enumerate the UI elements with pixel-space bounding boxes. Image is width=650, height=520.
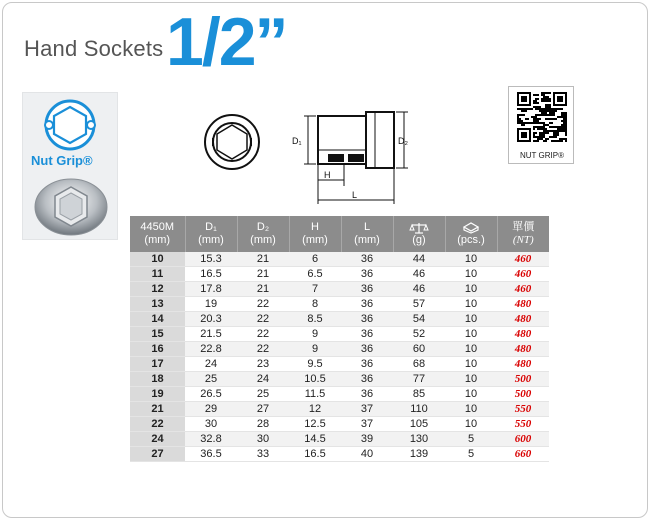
- spec-table: [130, 216, 549, 462]
- table-row: [130, 312, 549, 327]
- cell-d2: 27: [237, 402, 289, 417]
- cell-d2: 28: [237, 417, 289, 432]
- nut-grip-panel: [22, 92, 118, 240]
- cell-l: 36: [341, 267, 393, 282]
- cell-d2: 22: [237, 342, 289, 357]
- cell-h: 8: [289, 297, 341, 312]
- cell-pack: 10: [445, 342, 497, 357]
- cell-model: 19: [130, 387, 185, 402]
- scale-icon: [409, 222, 429, 234]
- cell-l: 36: [341, 357, 393, 372]
- cell-h: 8.5: [289, 312, 341, 327]
- cell-model: 24: [130, 432, 185, 447]
- cell-l: 37: [341, 402, 393, 417]
- cell-price: 460: [497, 267, 549, 282]
- cell-model: 18: [130, 372, 185, 387]
- cell-h: 12.5: [289, 417, 341, 432]
- cell-price: 660: [497, 447, 549, 462]
- cell-pack: 5: [445, 447, 497, 462]
- d1-label: D₁: [292, 136, 302, 146]
- cell-d2: 22: [237, 297, 289, 312]
- cell-weight: 105: [393, 417, 445, 432]
- cell-weight: 52: [393, 327, 445, 342]
- cell-d1: 36.5: [185, 447, 237, 462]
- cell-d1: 24: [185, 357, 237, 372]
- spec-table-body: [130, 252, 549, 462]
- cell-h: 9: [289, 327, 341, 342]
- cell-d1: 16.5: [185, 267, 237, 282]
- cell-pack: 5: [445, 432, 497, 447]
- product-title: Hand Sockets: [24, 36, 164, 61]
- cell-pack: 10: [445, 282, 497, 297]
- cell-d1: 20.3: [185, 312, 237, 327]
- cell-l: 36: [341, 282, 393, 297]
- cell-h: 6: [289, 252, 341, 267]
- spec-table-header: [130, 216, 549, 252]
- cell-d1: 17.8: [185, 282, 237, 297]
- cell-price: 480: [497, 312, 549, 327]
- cell-d1: 29: [185, 402, 237, 417]
- col-d2: D₂ (mm): [237, 216, 289, 252]
- cell-d2: 21: [237, 267, 289, 282]
- cell-l: 37: [341, 417, 393, 432]
- cell-l: 36: [341, 342, 393, 357]
- cell-h: 14.5: [289, 432, 341, 447]
- cell-d1: 30: [185, 417, 237, 432]
- cell-weight: 130: [393, 432, 445, 447]
- table-row: [130, 357, 549, 372]
- cell-pack: 10: [445, 402, 497, 417]
- table-row: [130, 432, 549, 447]
- cell-weight: 77: [393, 372, 445, 387]
- col-d1: D₁ (mm): [185, 216, 237, 252]
- cell-weight: 57: [393, 297, 445, 312]
- cell-l: 36: [341, 327, 393, 342]
- cell-l: 36: [341, 297, 393, 312]
- cell-model: 21: [130, 402, 185, 417]
- cell-pack: 10: [445, 312, 497, 327]
- cell-d1: 19: [185, 297, 237, 312]
- cell-pack: 10: [445, 252, 497, 267]
- cell-price: 550: [497, 417, 549, 432]
- cell-weight: 44: [393, 252, 445, 267]
- cell-h: 9: [289, 342, 341, 357]
- cell-d2: 21: [237, 282, 289, 297]
- cell-weight: 139: [393, 447, 445, 462]
- cell-model: 22: [130, 417, 185, 432]
- table-row: [130, 342, 549, 357]
- cell-d2: 30: [237, 432, 289, 447]
- col-model: 4450M (mm): [130, 216, 185, 252]
- cell-d1: 25: [185, 372, 237, 387]
- cell-d2: 22: [237, 327, 289, 342]
- table-row: [130, 327, 549, 342]
- nut-grip-label: Nut Grip®: [31, 153, 93, 168]
- l-label: L: [352, 190, 358, 200]
- cell-h: 12: [289, 402, 341, 417]
- drive-size-title: 1/2”: [166, 4, 287, 80]
- table-row: [130, 372, 549, 387]
- socket-photo: [33, 177, 109, 237]
- cell-d1: 22.8: [185, 342, 237, 357]
- cell-l: 36: [341, 312, 393, 327]
- cell-l: 39: [341, 432, 393, 447]
- table-row: [130, 387, 549, 402]
- cell-weight: 54: [393, 312, 445, 327]
- cell-h: 9.5: [289, 357, 341, 372]
- cell-h: 6.5: [289, 267, 341, 282]
- cell-weight: 46: [393, 282, 445, 297]
- cell-d2: 21: [237, 252, 289, 267]
- cell-pack: 10: [445, 357, 497, 372]
- cell-model: 27: [130, 447, 185, 462]
- table-row: [130, 447, 549, 462]
- cell-model: 15: [130, 327, 185, 342]
- table-row: [130, 267, 549, 282]
- cell-weight: 68: [393, 357, 445, 372]
- cell-weight: 110: [393, 402, 445, 417]
- cell-model: 12: [130, 282, 185, 297]
- cell-price: 500: [497, 372, 549, 387]
- col-l: L (mm): [341, 216, 393, 252]
- cell-d1: 15.3: [185, 252, 237, 267]
- col-weight: (g): [393, 216, 445, 252]
- hex-nut-grip-icon: [37, 99, 103, 151]
- qr-code-box[interactable]: [508, 86, 574, 164]
- cell-d2: 24: [237, 372, 289, 387]
- box-icon: [461, 222, 481, 234]
- table-row: [130, 402, 549, 417]
- cell-model: 14: [130, 312, 185, 327]
- table-row: [130, 252, 549, 267]
- cell-pack: 10: [445, 327, 497, 342]
- cell-l: 36: [341, 372, 393, 387]
- cell-model: 13: [130, 297, 185, 312]
- cell-pack: 10: [445, 417, 497, 432]
- cell-price: 480: [497, 342, 549, 357]
- col-pack: (pcs.): [445, 216, 497, 252]
- cell-pack: 10: [445, 297, 497, 312]
- cell-weight: 60: [393, 342, 445, 357]
- cell-d2: 33: [237, 447, 289, 462]
- cell-price: 480: [497, 357, 549, 372]
- cell-price: 480: [497, 327, 549, 342]
- table-row: [130, 297, 549, 312]
- cell-d1: 26.5: [185, 387, 237, 402]
- col-price: 單價 (NT): [497, 216, 549, 252]
- cell-price: 550: [497, 402, 549, 417]
- cell-l: 36: [341, 387, 393, 402]
- col-h: H (mm): [289, 216, 341, 252]
- table-row: [130, 282, 549, 297]
- cell-weight: 46: [393, 267, 445, 282]
- cell-l: 40: [341, 447, 393, 462]
- cell-weight: 85: [393, 387, 445, 402]
- cell-pack: 10: [445, 372, 497, 387]
- cell-d2: 23: [237, 357, 289, 372]
- cell-h: 10.5: [289, 372, 341, 387]
- cell-model: 16: [130, 342, 185, 357]
- table-row: [130, 417, 549, 432]
- cell-h: 7: [289, 282, 341, 297]
- d2-label: D₂: [398, 136, 408, 146]
- cell-h: 11.5: [289, 387, 341, 402]
- cell-d1: 21.5: [185, 327, 237, 342]
- cell-model: 17: [130, 357, 185, 372]
- cell-l: 36: [341, 252, 393, 267]
- cell-model: 11: [130, 267, 185, 282]
- h-label: H: [324, 170, 331, 180]
- cell-price: 460: [497, 252, 549, 267]
- cell-model: 10: [130, 252, 185, 267]
- cell-price: 460: [497, 282, 549, 297]
- cell-price: 480: [497, 297, 549, 312]
- cell-price: 600: [497, 432, 549, 447]
- cell-pack: 10: [445, 267, 497, 282]
- cell-d1: 32.8: [185, 432, 237, 447]
- cell-d2: 25: [237, 387, 289, 402]
- qr-label: NUT GRIP®: [520, 151, 564, 160]
- cell-pack: 10: [445, 387, 497, 402]
- cell-price: 500: [497, 387, 549, 402]
- cell-d2: 22: [237, 312, 289, 327]
- socket-end-view: [205, 115, 259, 169]
- cell-h: 16.5: [289, 447, 341, 462]
- qr-code-icon: [517, 92, 567, 142]
- socket-technical-drawing: [200, 98, 420, 210]
